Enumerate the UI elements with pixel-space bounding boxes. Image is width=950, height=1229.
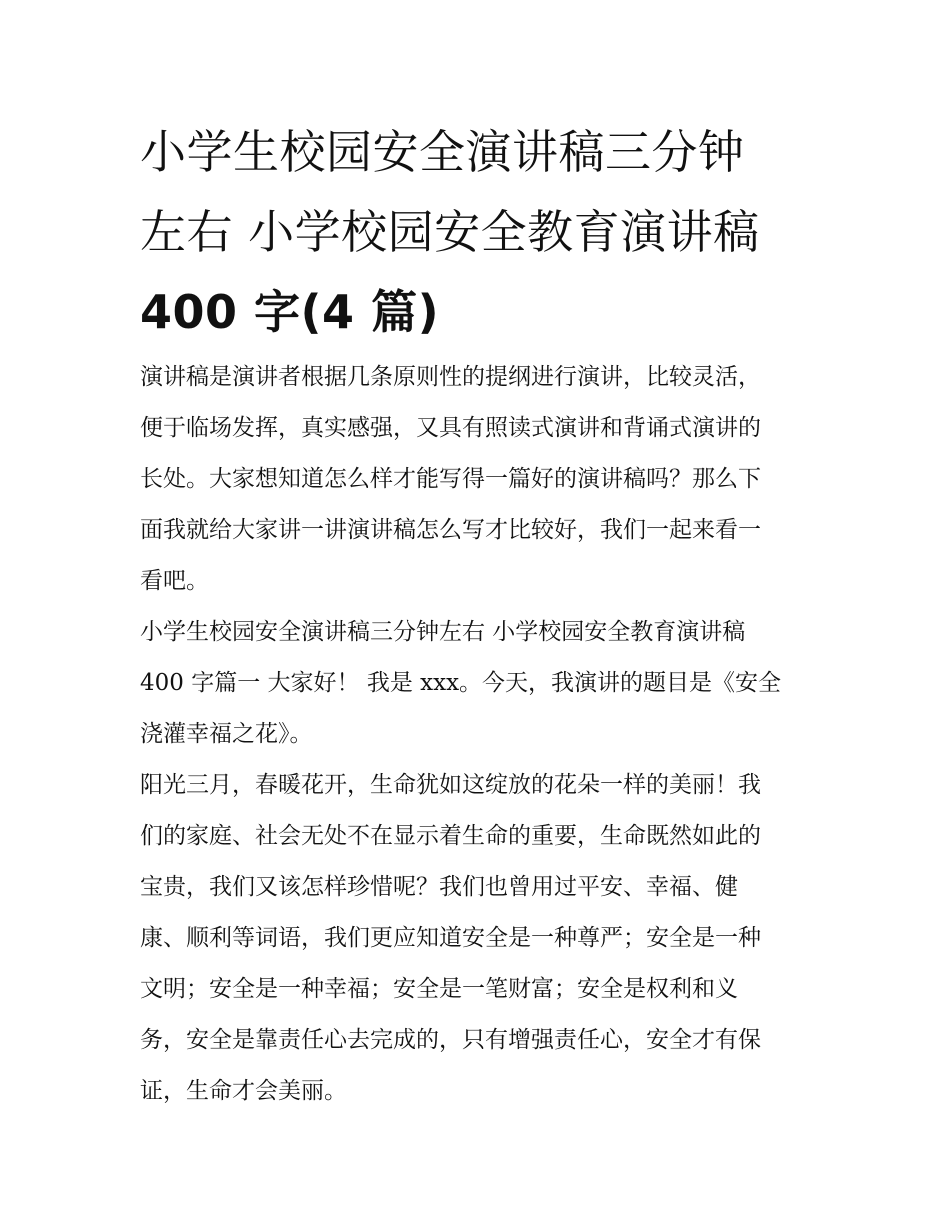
- title-line: 小学生校园安全演讲稿三分钟: [140, 125, 745, 179]
- paragraph-line: 长处。大家想知道怎么样才能写得一篇好的演讲稿吗？那么下: [140, 466, 761, 492]
- paragraph-line: 文明；安全是一种幸福；安全是一笔财富；安全是权利和义: [140, 976, 738, 1002]
- paragraph-line: 面我就给大家讲一讲演讲稿怎么写才比较好，我们一起来看一: [140, 517, 761, 543]
- paragraph-intro: [140, 352, 812, 607]
- paragraph-line: 浇灌幸福之花》。: [140, 721, 313, 747]
- paragraph-line: 400 字篇一 大家好！ 我是 xxx。今天，我演讲的题目是《安全: [140, 670, 782, 696]
- paragraph-line: 务，安全是靠责任心去完成的，只有增强责任心，安全才有保: [140, 1027, 761, 1053]
- paragraph-line: 阳光三月，春暖花开，生命犹如这绽放的花朵一样的美丽！我: [140, 772, 761, 798]
- paragraph-line: 看吧。: [140, 568, 209, 594]
- document-title: [140, 112, 812, 352]
- title-line: 左右 小学校园安全教育演讲稿: [140, 205, 760, 259]
- document-body: [140, 352, 812, 1117]
- paragraph-line: 证，生命才会美丽。: [140, 1078, 347, 1104]
- paragraph-speech-body: [140, 760, 812, 1117]
- paragraph-line: 宝贵，我们又该怎样珍惜呢？我们也曾用过平安、幸福、健: [140, 874, 738, 900]
- paragraph-line: 们的家庭、社会无处不在显示着生命的重要，生命既然如此的: [140, 823, 761, 849]
- paragraph-line: 小学生校园安全演讲稿三分钟左右 小学校园安全教育演讲稿: [140, 619, 746, 645]
- title-line: 400 字(4 篇): [140, 285, 440, 339]
- paragraph-speech-heading: [140, 607, 812, 760]
- paragraph-line: 便于临场发挥，真实感强，又具有照读式演讲和背诵式演讲的: [140, 415, 761, 441]
- paragraph-line: 康、顺利等词语，我们更应知道安全是一种尊严；安全是一种: [140, 925, 761, 951]
- paragraph-line: 演讲稿是演讲者根据几条原则性的提纲进行演讲，比较灵活，: [140, 364, 761, 390]
